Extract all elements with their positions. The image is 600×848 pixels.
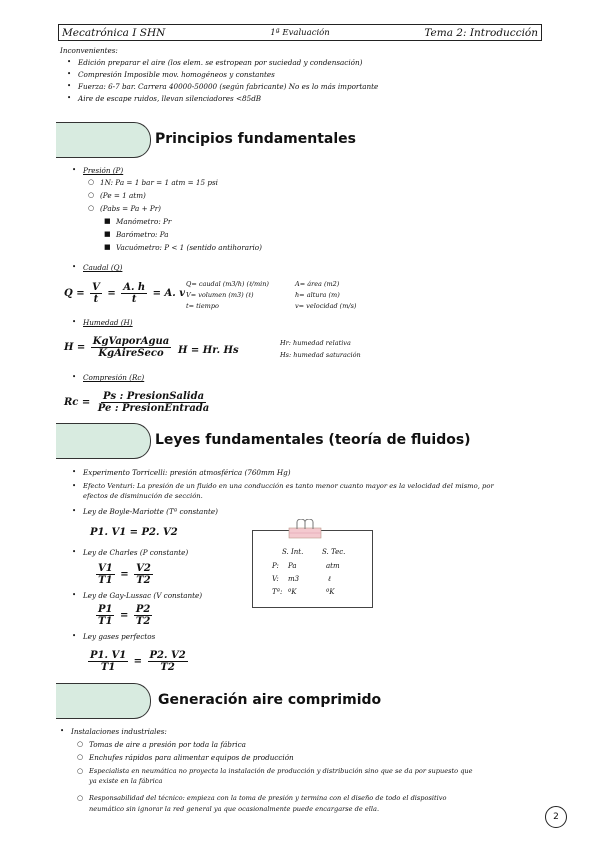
bullet-circle: ○ [88,178,95,186]
humedad-equation-2: H = Hr. Hs [178,345,239,356]
denominator: T2 [136,575,151,586]
units-cell: atm [326,562,340,570]
bullet-dot: • [67,58,72,66]
section-pill [56,683,151,719]
instalaciones-item: Especialista en neumática no proyecta la instalación de producción y distribución sino que se da por supuesto que [89,767,473,775]
bullet-square: ■ [104,230,111,238]
humedad-note: Hs: humedad saturación [280,351,361,359]
instalaciones-item: Enchufes rápidos para alimentar equipos de producción [89,753,294,762]
units-cell: P: [272,562,279,570]
units-header: S. Int. [282,548,304,556]
bullet-dot: • [72,318,77,326]
charles-equation [94,563,155,586]
units-cell: V: [272,575,279,583]
humedad-equation [64,336,173,359]
bullet-circle: ○ [77,753,84,761]
inconveniente-item: Compresión Imposible mov. homogéneos y constantes [78,70,275,79]
numerator: KgVaporAgua [92,336,170,347]
caudal-note: V= volumen (m3) (ℓ) [186,291,254,299]
fraction [148,650,188,673]
eq-part: Rc = [64,397,91,408]
header-topic: Tema 2: Introducción [424,26,539,39]
bullet-dot: • [72,548,77,556]
instalaciones-item: Responsabilidad del técnico: empieza con la toma de presión y termina con el diseño de todo el dispositivo [89,794,447,802]
eq-part: = A. v [152,288,186,299]
fraction [96,604,114,627]
units-cell: ºK [326,588,335,596]
eq-part: = [120,569,129,580]
instalaciones-title: Instalaciones industriales: [71,727,167,736]
units-cell: Tª: [272,588,283,596]
denominator: t [93,294,99,305]
humedad-note: Hr: humedad relativa [280,339,351,347]
numerator: P2 [135,604,151,615]
gay-equation [94,604,154,627]
numerator: V2 [136,563,151,574]
caudal-note: h= altura (m) [295,291,340,299]
bullet-dot: • [72,263,77,271]
bullet-dot: • [67,70,72,78]
presion-item: Vacuómetro: P < 1 (sentido antihorario) [116,243,262,252]
caudal-equation [64,282,185,305]
compresion-equation [64,391,213,414]
ley-item: Efecto Venturi: La presión de un fluido en una conducción es tanto menor cuanto mayor es la velocidad del mismo, por [83,482,494,490]
presion-item: (Pabs = Pa + Pr) [100,204,161,213]
fraction [96,391,212,414]
denominator: T1 [98,616,113,627]
bullet-square: ■ [104,217,111,225]
fraction [96,563,115,586]
bullet-dot: • [72,166,77,174]
fraction [134,604,152,627]
ley-item: Ley de Charles (P constante) [83,548,189,557]
section-title-principios: Principios fundamentales [155,131,356,147]
units-cell: Pa [288,562,297,570]
fraction [91,336,171,359]
section-title-leyes: Leyes fundamentales (teoría de fluidos) [155,432,471,448]
units-table [252,530,373,608]
inconveniente-item: Edición preparar el aire (los elem. se estropean por suciedad y condensación) [78,58,363,67]
units-header: S. Tec. [322,548,346,556]
numerator: Ps : PresionSalida [102,391,205,402]
bullet-dot: • [72,507,77,515]
instalaciones-item: neumático sin ignorar la red general ya que ocasionalmente puede encargarse de ella. [89,805,380,813]
denominator: KgAireSeco [98,348,164,359]
numerator: P1 [98,604,113,615]
ley-item: Ley gases perfectos [83,632,156,641]
units-cell: m3 [288,575,300,583]
caudal-title: Caudal (Q) [83,263,123,272]
page-header [58,24,542,41]
eq-part: = [133,656,143,667]
ley-item: Experimento Torricelli: presión atmosférica (760mm Hg) [83,468,291,477]
bullet-dot: • [72,373,77,381]
ley-item: Ley de Gay-Lussac (V constante) [83,591,203,600]
numerator: A. h [123,282,146,293]
bullet-circle: ○ [88,204,95,212]
fraction [134,563,153,586]
ley-item: efectos de disminución de sección. [83,492,203,500]
denominator: T2 [135,616,151,627]
fraction [88,650,128,673]
presion-item: 1N: Pa = 1 bar = 1 atm = 15 psi [100,178,218,187]
bullet-circle: ○ [77,767,84,775]
presion-item: Barómetro: Pa [116,230,169,239]
bullet-dot: • [60,727,65,735]
denominator: t [131,294,137,305]
denominator: T1 [100,662,116,673]
eq-part: = [107,288,116,299]
caudal-note: Q= caudal (m3/h) (ℓ/min) [186,280,269,288]
numerator: V1 [98,563,113,574]
section-title-generacion: Generación aire comprimido [158,692,382,708]
eq-part: = [119,610,129,621]
bullet-circle: ○ [77,794,84,802]
bullet-dot: • [72,591,77,599]
bullet-dot: • [67,94,72,102]
bullet-circle: ○ [88,191,95,199]
numerator: P1. V1 [90,650,127,661]
denominator: T1 [98,575,113,586]
boyle-equation: P1. V1 = P2. V2 [90,527,178,538]
section-pill [56,423,151,459]
inconveniente-item: Aire de escape ruidos, llevan silenciadores <85dB [78,94,262,103]
header-course: Mecatrónica I SHN [62,26,166,39]
denominator: Pe : PresionEntrada [97,403,210,414]
humedad-title: Humedad (H) [83,318,133,327]
fraction [121,282,147,305]
presion-item: Manómetro: Pr [116,217,172,226]
eq-part: Q = [64,288,85,299]
section-pill [56,122,151,158]
denominator: T2 [160,662,175,673]
numerator: V [92,282,100,293]
numerator: P2. V2 [149,650,186,661]
presion-title: Presión (P) [83,166,124,175]
ley-item: Ley de Boyle-Mariotte (Tª constante) [83,507,218,516]
header-evaluation: 1ª Evaluación [270,27,330,38]
bullet-circle: ○ [77,740,84,748]
units-cell: ºK [288,588,297,596]
caudal-note: t= tiempo [186,302,219,310]
units-cell: ℓ [328,575,331,583]
bullet-dot: • [67,82,72,90]
bullet-square: ■ [104,243,111,251]
binder-clip-icon [288,519,322,539]
caudal-note: v= velocidad (m/s) [295,302,357,310]
bullet-dot: • [72,632,77,640]
inconvenientes-title: Inconvenientes: [60,46,118,55]
compresion-title: Compresión (Rc) [83,373,145,382]
eq-part: H = [64,342,86,353]
bullet-dot: • [72,482,77,490]
presion-item: (Pe = 1 atm) [100,191,146,200]
caudal-note: A= área (m2) [295,280,340,288]
instalaciones-item: Tomas de aire a presión por toda la fábrica [89,740,246,749]
perfectos-equation [86,650,190,673]
page-number: 2 [545,806,567,828]
bullet-dot: • [72,468,77,476]
instalaciones-item: ya existe en la fábrica [89,777,163,785]
inconveniente-item: Fuerza: 6-7 bar. Carrera 40000-50000 (según fabricante) No es lo más importante [78,82,379,91]
fraction [90,282,102,305]
